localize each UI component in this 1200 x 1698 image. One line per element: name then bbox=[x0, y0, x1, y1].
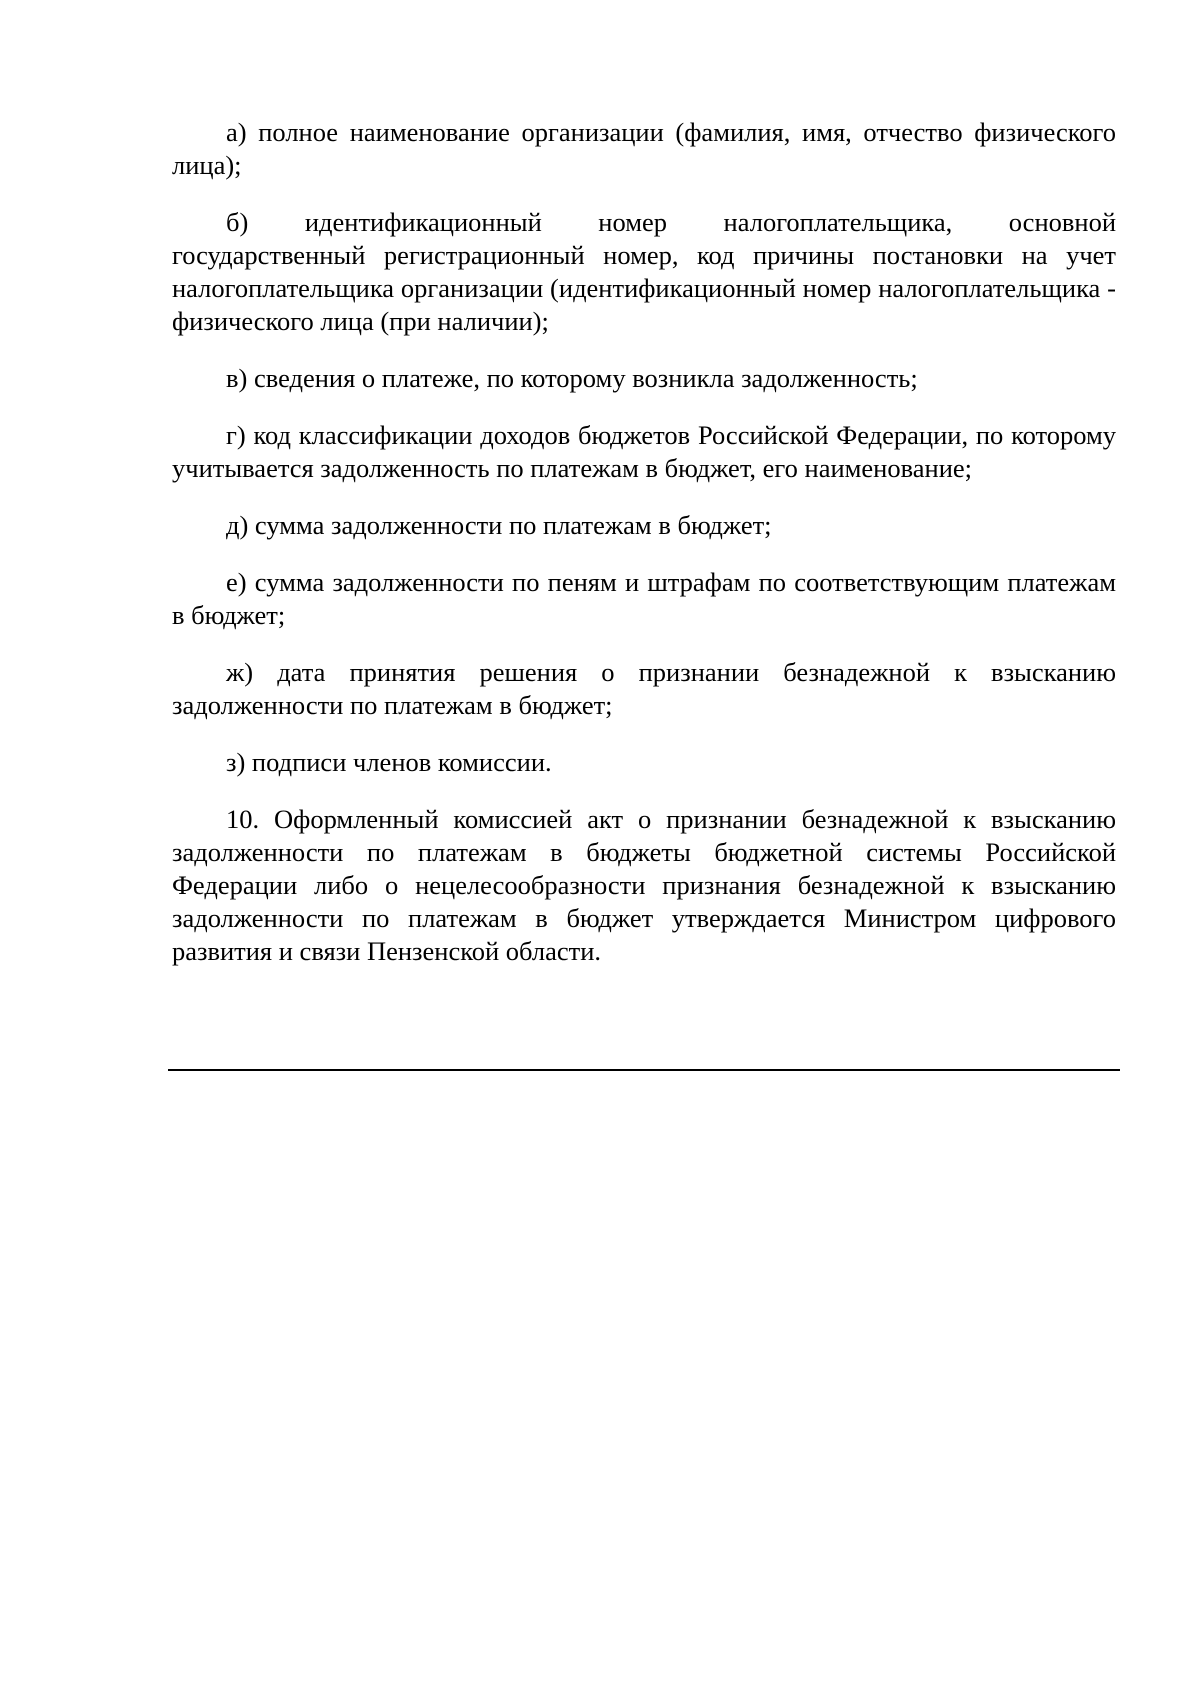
paragraph-item-a: а) полное наименование организации (фамилия, имя, отчество физического лица); bbox=[172, 117, 1116, 180]
paragraph-item-d: д) сумма задолженности по платежам в бюджет; bbox=[226, 510, 772, 540]
paragraph-item-v: в) сведения о платеже, по которому возникла задолженность; bbox=[226, 363, 918, 393]
end-divider-line bbox=[168, 1069, 1120, 1071]
paragraph-item-e: е) сумма задолженности по пеням и штрафам по соответствующим платежам в бюджет; bbox=[172, 567, 1116, 630]
paragraph-item-z: з) подписи членов комиссии. bbox=[226, 747, 552, 777]
paragraph-item-zh: ж) дата принятия решения о признании безнадежной к взысканию задолженности по платежам в бюджет; bbox=[172, 657, 1116, 720]
paragraph-section-10: 10. Оформленный комиссией акт о признании безнадежной к взысканию задолженности по платежам в бюджеты бюджетной системы Российской Федерации либо о нецелесообразности признания безнадежной к взысканию задолженности по платежам в бюджет утверждается Министром цифрового развития и связи Пензенской области. bbox=[172, 804, 1116, 966]
paragraph-item-g: г) код классификации доходов бюджетов Российской Федерации, по которому учитывается задолженность по платежам в бюджет, его наименование; bbox=[172, 420, 1116, 483]
document-body bbox=[172, 116, 1116, 992]
paragraph-item-b: б) идентификационный номер налогоплательщика, основной государственный регистрационный номер, код причины постановки на учет налогоплательщика организации (идентификационный номер налогоплательщика - физического лица (при наличии); bbox=[172, 207, 1116, 336]
